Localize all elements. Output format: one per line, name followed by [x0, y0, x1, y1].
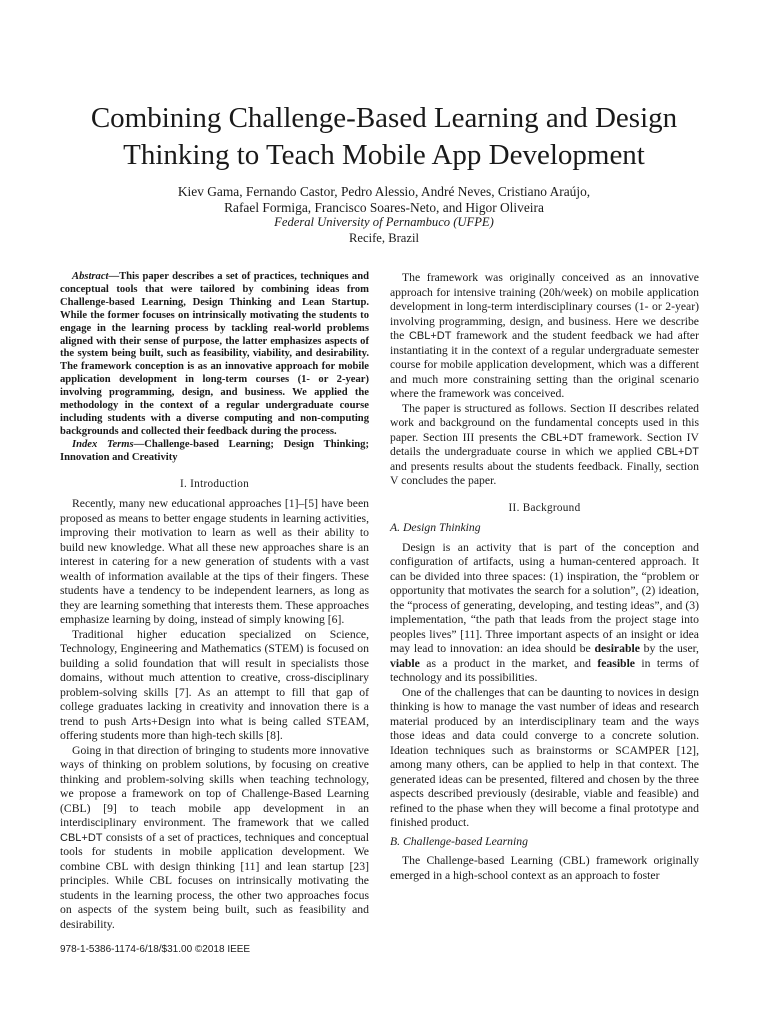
intro-paragraph-4 [390, 271, 699, 402]
location: Recife, Brazil [349, 230, 419, 245]
cbl-dt-term: CBL+DT [656, 446, 699, 458]
intro-p3-part-a: Going in that direction of bringing to students more innovative ways of thinking on problem solutions, by focusing on creative thinking and problem-solving skills when teaching technology, we propose a framework on top of Challenge-Based Learning (CBL) [9] to teach mobile app development in an interdisciplinary environment. The framework that we called [60, 743, 369, 830]
cbl-paragraph-1: The Challenge-based Learning (CBL) framework originally emerged in a high-school context as an approach to foster [390, 854, 699, 882]
subsection-heading-design-thinking: A. Design Thinking [390, 521, 481, 534]
intro-paragraph-5 [390, 402, 699, 489]
paper-title: Combining Challenge-Based Learning and Design Thinking to Teach Mobile App Development [90, 102, 678, 171]
term-feasible: feasible [597, 656, 635, 670]
author-list-line-2: Rafael Formiga, Francisco Soares-Neto, and Higor Oliveira [224, 199, 544, 215]
subsection-heading-cbl: B. Challenge-based Learning [390, 834, 528, 848]
abstract-label: Abstract [72, 271, 109, 282]
right-column [390, 271, 699, 883]
intro-p3-part-b: consists of a set of practices, techniques and conceptual tools for students in mobile application development. We combine CBL with design thinking [11] and lean startup [23] principles. While CBL focuses on intrinsically motivating the students in the learning process, the other two approaches focus on aspects of the system being built, such as feasibility and desirability. [60, 830, 369, 931]
author-list-line-1: Kiev Gama, Fernando Castor, Pedro Alessio, André Neves, Cristiano Araújo, [177, 184, 591, 199]
term-desirable: desirable [594, 642, 640, 655]
section-heading-introduction: I. Introduction [179, 477, 250, 490]
design-thinking-paragraph-1 [390, 541, 699, 686]
cbl-dt-term: CBL+DT [60, 831, 103, 844]
abstract-text: —This paper describes a set of practices, techniques and conceptual tools that were tailored by combining ideas from Challenge-based Learning, Design Thinking and Lean Startup. While the former focuses on intrinsically motivating the students to engage in the learning process by tackling real-world problems aligned with their sense of purpose, the latter emphasizes aspects of the system being built, such as feasibility, viability, and desirability. The framework conception is as an innovative approach for mobile application development in long-term courses (1- or 2-year) involving programming, design, and business. We applied the methodology in the context of a regular undergraduate course including students with a diverse computing and non-computing backgrounds and collected their feedback during the process. [60, 271, 369, 437]
dt-p1-part-b: by the user, [639, 642, 699, 655]
intro-p4-part-b: framework and the student feedback we had after instantiating it in the context of a regular undergraduate semester course for mobile application development, which was a different and much more constraining setting than the original scenario where the framework was conceived. [390, 329, 699, 400]
intro-p4-part-a: The framework was originally conceived as an innovative approach for intensive training (20h/week) on mobile application development in long-term interdisciplinary courses (1- or 2-year) involving programming, design, and business. Here we describe the [390, 271, 699, 342]
author-block [60, 184, 708, 246]
intro-p5-part-a: The paper is structured as follows. Section II describes related work and background on the fundamental concepts used in this paper. Section III presents the [390, 401, 699, 444]
intro-paragraph-2: Traditional higher education specialized on Science, Technology, Engineering and Mathematics (STEM) is focused on building a solid foundation that will result in specialists those domains, without much attention to creative, cross-disciplinary problem-solving skills [7]. As an attempt to fill that gap of college graduates lacking in creativity and innovation there is a trend to push Arts+Design into what is being called STEAM, offering students more than high-tech skills [8]. [60, 627, 369, 743]
intro-paragraph-1: Recently, many new educational approaches [1]–[5] have been proposed as means to better engage students in learning activities, improving their motivation to learn as well as their ability to build new knowledge. What all these new approaches share is an interest in catering for a new generation of students with a vast wealth of information available at the tips of their fingers. These students have a tendency to be independent learners, as long as they are learning something that interests them. These approaches emphasize learning by doing, instead of simply knowing [6]. [60, 497, 369, 627]
intro-paragraph-3 [60, 744, 369, 933]
intro-p5-part-b: framework. Section IV details the undergraduate course in which we applied [390, 430, 699, 458]
index-terms [60, 439, 369, 465]
affiliation: Federal University of Pernambuco (UFPE) [274, 215, 494, 229]
dt-p1-part-d: in terms of technology and its possibilities. [390, 656, 699, 684]
index-terms-label: Index Terms [72, 438, 134, 450]
index-terms-text: —Challenge-based Learning; Design Thinking; Innovation and Creativity [60, 438, 369, 463]
section-heading-background: II. Background [508, 501, 581, 514]
copyright-footer: 978-1-5386-1174-6/18/$31.00 ©2018 IEEE [60, 944, 251, 955]
dt-p1-part-a: Design is an activity that is part of the conception and configuration of artifacts, using a human-centered approach. It can be divided into three spaces: (1) inspiration, the “problem or opportunity that motivates the search for a solution”, (2) ideation, the “process of generating, developing, and testing ideas”, and (3) implementation, “the path that leads from the project stage into peoples lives” [11]. Three important aspects of an insight or idea may lead to innovation: an idea should be [390, 540, 699, 655]
dt-p1-part-c: as a product in the market, and [419, 656, 598, 670]
abstract [60, 271, 369, 439]
term-viable: viable [390, 656, 420, 670]
cbl-dt-term: CBL+DT [408, 330, 452, 342]
design-thinking-paragraph-2: One of the challenges that can be daunting to novices in design thinking is how to manage the vast number of ideas and research material produced by an interdisciplinary team and the ways those ideas and data could converge to a concrete solution. Ideation techniques such as brainstorms or SCAMPER [12], among many others, can be applied to help in that context. The generated ideas can be presented, filtered and chosen by the three aspects described previously (desirable, viable and feasible) and refined to the phase when they will become a final prototype and finished product. [390, 685, 699, 829]
intro-p5-part-c: and presents results about the students feedback. Finally, section V concludes the paper. [390, 459, 699, 487]
left-column [60, 271, 369, 932]
cbl-dt-term: CBL+DT [540, 431, 584, 444]
